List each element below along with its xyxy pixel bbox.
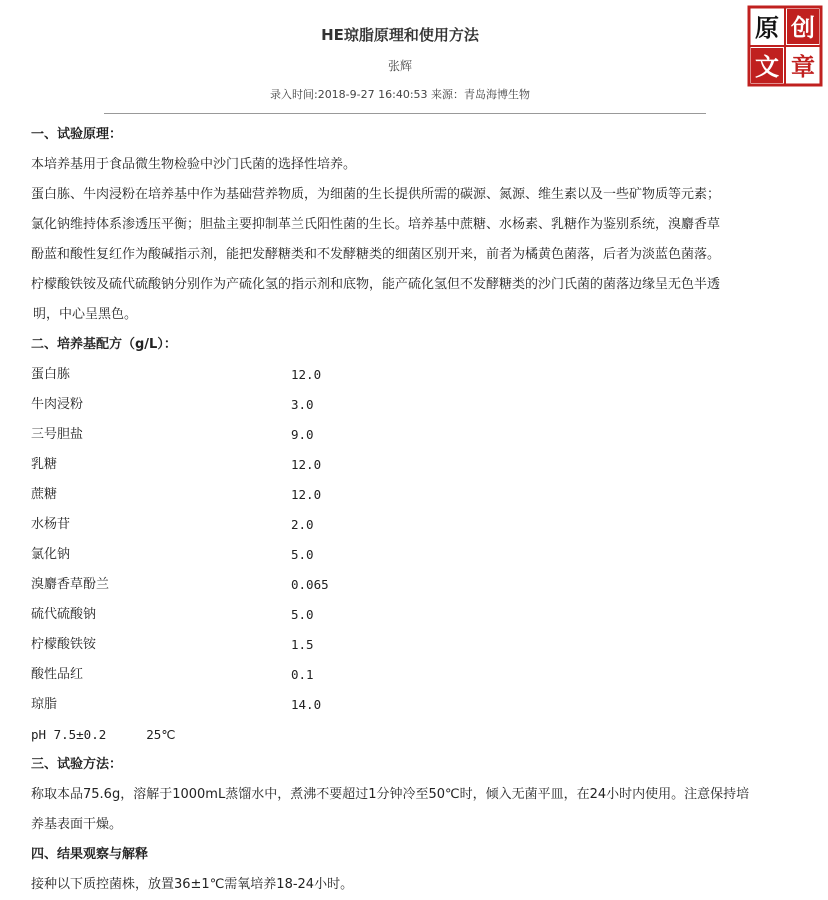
formula-row: [31, 600, 801, 630]
paragraph: 明，中心呈黑色。: [33, 307, 138, 322]
paragraph: 称取本品75.6g，溶解于1000mL蒸馏水中，煮沸不要超过1分钟冷至50℃时，倾入无菌平皿，在24小时内使用。注意保持培: [31, 787, 750, 802]
ph-value: pH 7.5±0.2: [31, 727, 107, 742]
seal-char-3: 文: [755, 53, 779, 81]
paragraph: 蛋白胨、牛肉浸粉在培养基中作为基础营养物质，为细菌的生长提供所需的碳源、氮源、维生素以及一些矿物质等元素；: [31, 187, 721, 202]
ingredient-name: 蔗糖: [31, 487, 58, 502]
article-author: 张辉: [387, 59, 412, 73]
paragraph: 氯化钠维持体系渗透压平衡；胆盐主要抑制革兰氏阳性菌的生长。培养基中蔗糖、水杨素、乳糖作为鉴别系统，溴麝香草: [31, 217, 721, 232]
ingredient-amount: 3.0: [291, 397, 314, 412]
ingredient-name: 牛肉浸粉: [31, 397, 84, 412]
ingredient-amount: 5.0: [291, 607, 314, 622]
ingredient-name: 酸性品红: [31, 667, 84, 682]
section-heading-principle: 一、试验原理：: [31, 127, 123, 142]
ph-temperature: 25℃: [146, 727, 176, 742]
formula-row: [31, 390, 801, 420]
seal-char-2: 创: [791, 14, 815, 42]
ingredient-name: 溴麝香草酚兰: [31, 577, 110, 592]
article-body: [31, 120, 801, 900]
ingredient-amount: 5.0: [291, 547, 314, 562]
ingredient-name: 琼脂: [31, 697, 58, 712]
formula-row: [31, 510, 801, 540]
paragraph: 本培养基用于食品微生物检验中沙门氏菌的选择性培养。: [31, 157, 357, 172]
paragraph: 酚蓝和酸性复红作为酸碱指示剂，能把发酵糖类和不发酵糖类的细菌区别开来，前者为橘黄色菌落，后者为淡蓝色菌落。: [31, 247, 721, 262]
formula-row: [31, 360, 801, 390]
ingredient-name: 三号胆盐: [31, 427, 84, 442]
ingredient-amount: 12.0: [291, 457, 322, 472]
ingredient-amount: 0.065: [291, 577, 329, 592]
article-title: HE琼脂原理和使用方法: [321, 26, 479, 44]
ingredient-amount: 1.5: [291, 637, 314, 652]
formula-row: [31, 630, 801, 660]
paragraph: 接种以下质控菌株，放置36±1℃需氧培养18-24小时。: [31, 877, 354, 892]
ph-line: [31, 720, 801, 750]
seal-char-4: 章: [791, 53, 815, 81]
section-heading-formula: 二、培养基配方（g/L）：: [31, 337, 177, 352]
formula-row: [31, 420, 801, 450]
formula-row: [31, 660, 801, 690]
section-heading-results: 四、结果观察与解释: [31, 847, 149, 862]
formula-row: [31, 690, 801, 720]
article-meta: 录入时间:2018-9-27 16:40:53 来源：青岛海博生物: [269, 88, 531, 101]
header-divider: [104, 113, 706, 114]
formula-row: [31, 450, 801, 480]
ingredient-amount: 2.0: [291, 517, 314, 532]
ingredient-name: 水杨苷: [31, 517, 71, 532]
original-article-seal-icon: [746, 4, 824, 88]
ingredient-name: 氯化钠: [31, 547, 71, 562]
ingredient-amount: 0.1: [291, 667, 314, 682]
section-heading-method: 三、试验方法：: [31, 757, 123, 772]
ingredient-name: 蛋白胨: [31, 367, 71, 382]
ingredient-name: 硫代硫酸钠: [31, 607, 97, 622]
formula-row: [31, 570, 801, 600]
seal-char-1: 原: [755, 14, 779, 42]
ingredient-name: 柠檬酸铁铵: [31, 637, 97, 652]
formula-row: [31, 480, 801, 510]
ingredient-amount: 12.0: [291, 367, 322, 382]
formula-table: [31, 360, 801, 720]
paragraph: 养基表面干燥。: [31, 817, 123, 832]
formula-row: [31, 540, 801, 570]
ingredient-amount: 9.0: [291, 427, 314, 442]
ingredient-amount: 12.0: [291, 487, 322, 502]
ingredient-name: 乳糖: [31, 457, 58, 472]
ingredient-amount: 14.0: [291, 697, 322, 712]
paragraph: 柠檬酸铁铵及硫代硫酸钠分别作为产硫化氢的指示剂和底物，能产硫化氢但不发酵糖类的沙门氏菌的菌落边缘呈无色半透: [31, 277, 721, 292]
